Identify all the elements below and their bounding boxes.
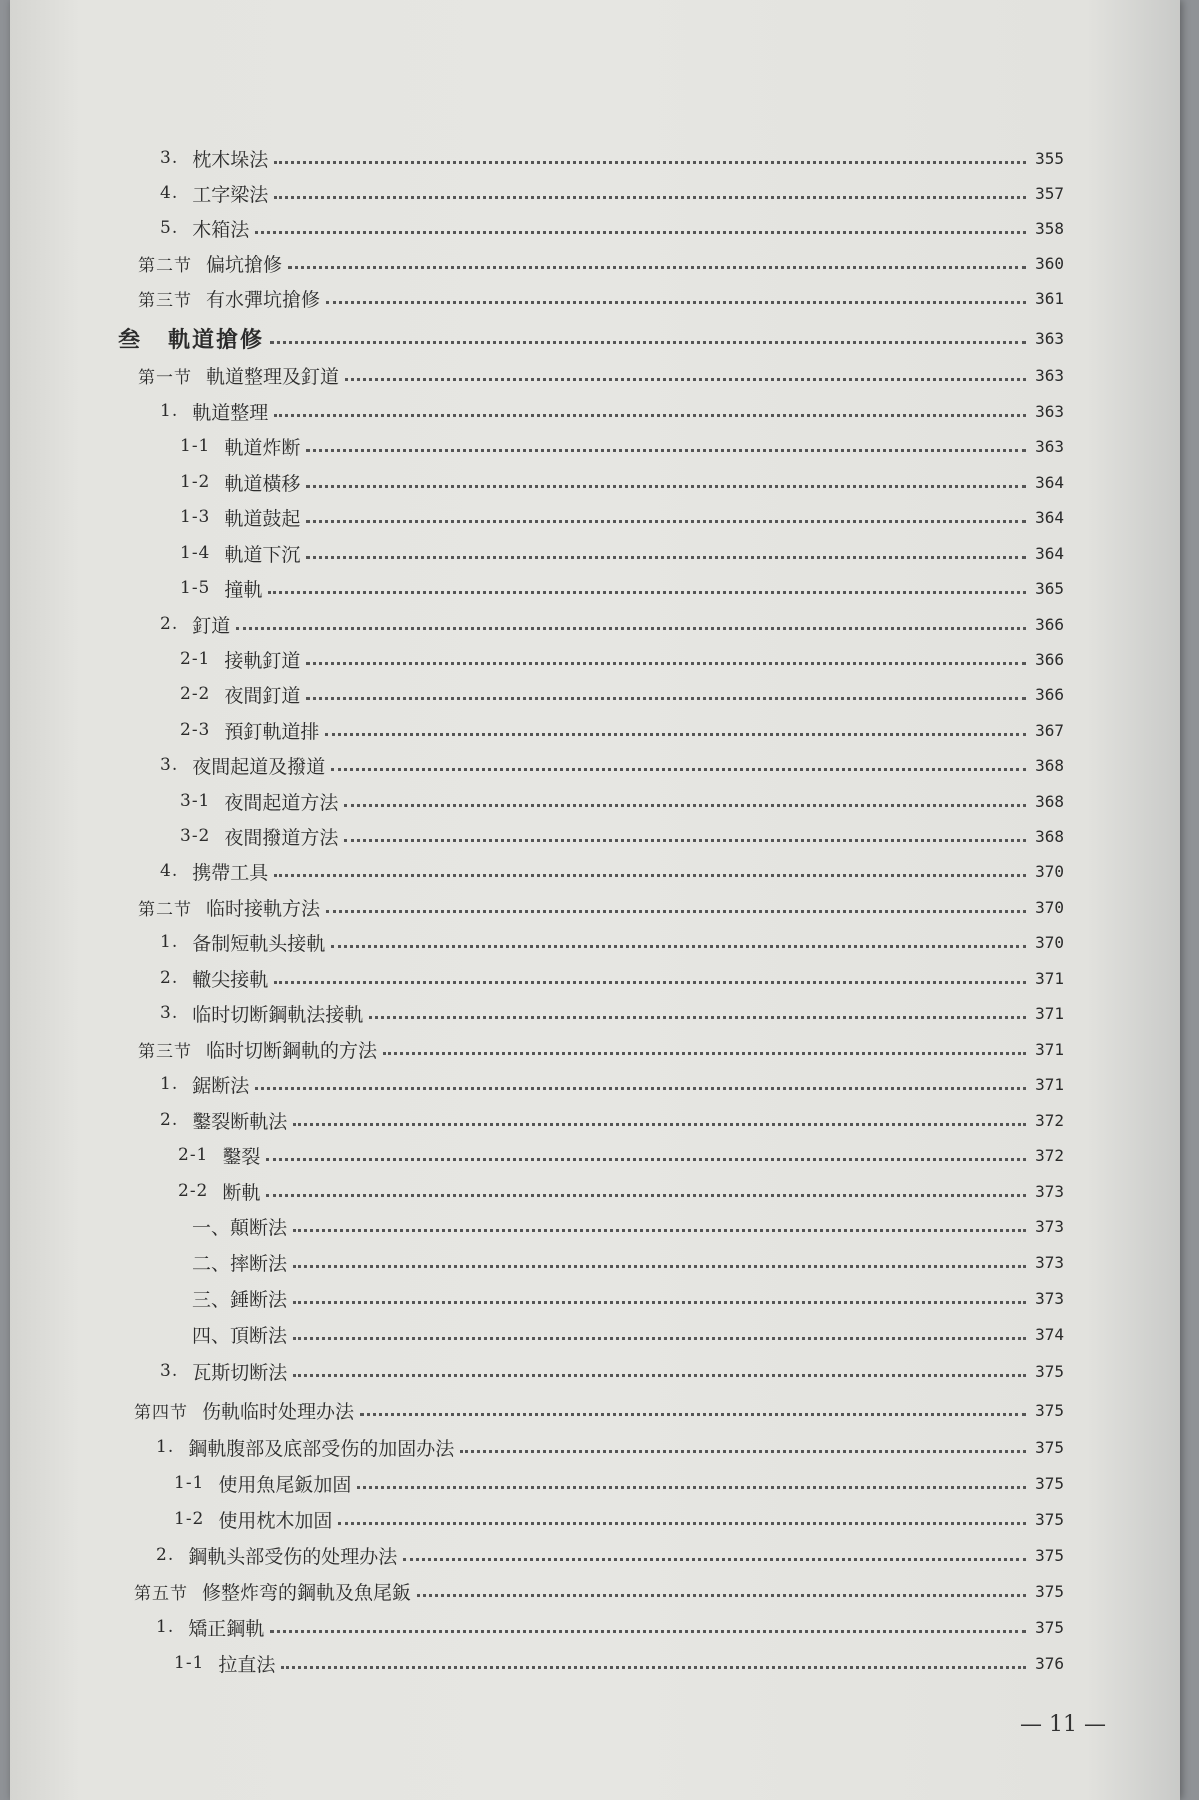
dot-leader <box>326 910 1026 913</box>
toc-entry-title: 修整炸弯的鋼軌及魚尾鈑 <box>202 1581 412 1604</box>
toc-entry-number: 1. <box>160 401 179 421</box>
dot-leader <box>293 1123 1026 1126</box>
toc-entry-page: 365 <box>1035 578 1064 598</box>
toc-entry-page: 373 <box>1035 1288 1064 1308</box>
dot-leader <box>293 1265 1026 1268</box>
toc-entry-page: 371 <box>1035 1039 1064 1059</box>
dot-leader <box>383 1052 1026 1055</box>
toc-entry-title: 鑿裂 <box>222 1145 261 1168</box>
toc-entry-page: 358 <box>1035 218 1064 238</box>
toc-entry <box>10 1211 1180 1241</box>
toc-entry-title: 鑿裂断軌法 <box>192 1110 288 1133</box>
dot-leader <box>270 1630 1026 1633</box>
toc-entry-page: 357 <box>1035 183 1064 203</box>
toc-entry-title: 軌道整理 <box>192 401 269 424</box>
table-of-contents <box>10 0 1180 1800</box>
toc-entry-number: 1-3 <box>180 507 211 527</box>
toc-entry <box>10 431 1180 461</box>
dot-leader <box>293 1374 1026 1377</box>
toc-entry-title: 携帶工具 <box>192 861 269 884</box>
toc-entry-number: 4. <box>160 183 179 203</box>
toc-entry <box>10 1034 1180 1064</box>
dot-leader <box>326 301 1026 304</box>
toc-entry-page: 375 <box>1035 1581 1064 1601</box>
toc-entry-number: 2. <box>160 614 179 634</box>
toc-entry-number: 2-3 <box>180 720 211 740</box>
toc-entry-page: 371 <box>1035 1003 1064 1023</box>
dot-leader <box>266 1158 1026 1161</box>
toc-entry-title: 使用魚尾鈑加固 <box>218 1473 352 1496</box>
dot-leader <box>403 1558 1026 1561</box>
dot-leader <box>274 981 1026 984</box>
toc-entry-title: 夜間起道方法 <box>224 791 339 814</box>
toc-entry <box>10 1319 1180 1349</box>
dot-leader <box>417 1594 1026 1597</box>
toc-entry <box>10 1069 1180 1099</box>
toc-entry-page: 363 <box>1035 328 1064 348</box>
dot-leader <box>325 733 1026 736</box>
toc-entry-page: 375 <box>1035 1473 1064 1493</box>
toc-entry-title: 一、顛断法 <box>192 1216 288 1239</box>
dot-leader <box>270 341 1026 344</box>
toc-entry-title: 断軌 <box>222 1181 261 1204</box>
toc-entry <box>10 467 1180 497</box>
toc-entry-page: 361 <box>1035 288 1064 308</box>
dot-leader <box>369 1016 1026 1019</box>
dot-leader <box>345 378 1026 381</box>
dot-leader <box>357 1486 1026 1489</box>
toc-entry <box>10 1395 1180 1425</box>
dot-leader <box>274 874 1026 877</box>
toc-entry-page: 363 <box>1035 365 1064 385</box>
toc-entry-page: 372 <box>1035 1145 1064 1165</box>
toc-entry-page: 371 <box>1035 968 1064 988</box>
toc-entry-title: 临时切断鋼軌的方法 <box>206 1039 378 1062</box>
toc-entry-title: 軌道搶修 <box>168 326 265 353</box>
toc-entry-number: 2-1 <box>178 1145 209 1165</box>
toc-entry-number: 3. <box>160 148 179 168</box>
toc-entry <box>10 821 1180 851</box>
toc-entry-number: 第五节 <box>134 1583 188 1604</box>
toc-entry-title: 夜間起道及撥道 <box>192 755 326 778</box>
toc-entry-page: 374 <box>1035 1324 1064 1344</box>
toc-entry-title: 接軌釘道 <box>224 649 301 672</box>
toc-entry-page: 375 <box>1035 1617 1064 1637</box>
dot-leader <box>293 1301 1026 1304</box>
toc-entry-page: 367 <box>1035 720 1064 740</box>
toc-entry-page: 375 <box>1035 1509 1064 1529</box>
toc-entry-number: 3. <box>160 1361 179 1381</box>
toc-entry-title: 工字梁法 <box>192 183 269 206</box>
toc-entry-title: 夜間撥道方法 <box>224 826 339 849</box>
toc-entry-page: 363 <box>1035 401 1064 421</box>
toc-entry-title: 軌道炸断 <box>224 436 301 459</box>
toc-entry-title: 軌道整理及釘道 <box>206 365 340 388</box>
toc-entry-title: 軌道橫移 <box>224 472 301 495</box>
dot-leader <box>274 414 1026 417</box>
toc-entry <box>10 1468 1180 1498</box>
toc-entry-title: 备制短軌头接軌 <box>192 932 326 955</box>
toc-entry-title: 軌道下沉 <box>224 543 301 566</box>
book-page <box>10 0 1180 1800</box>
toc-entry <box>10 1283 1180 1313</box>
toc-entry-title: 矯正鋼軌 <box>188 1617 265 1640</box>
toc-entry-page: 366 <box>1035 649 1064 669</box>
toc-entry-title: 三、錘断法 <box>192 1288 288 1311</box>
toc-entry-page: 368 <box>1035 791 1064 811</box>
toc-entry <box>10 1432 1180 1462</box>
toc-entry <box>10 715 1180 745</box>
toc-entry <box>10 998 1180 1028</box>
toc-entry-number: 2-2 <box>178 1181 209 1201</box>
toc-entry-title: 四、頂断法 <box>192 1324 288 1347</box>
dot-leader <box>344 839 1026 842</box>
toc-entry-number: 第三节 <box>138 1041 192 1062</box>
dot-leader <box>293 1337 1026 1340</box>
toc-entry-page: 370 <box>1035 897 1064 917</box>
dot-leader <box>306 697 1026 700</box>
toc-entry-number: 1-2 <box>174 1509 205 1529</box>
toc-entry <box>10 573 1180 603</box>
toc-entry <box>10 396 1180 426</box>
toc-entry-number: 1. <box>160 1074 179 1094</box>
toc-entry-page: 363 <box>1035 436 1064 456</box>
toc-entry-number: 2-2 <box>180 684 211 704</box>
toc-entry-title: 釘道 <box>192 614 231 637</box>
toc-entry-page: 370 <box>1035 932 1064 952</box>
toc-entry-page: 368 <box>1035 755 1064 775</box>
toc-entry <box>10 856 1180 886</box>
toc-entry-number: 1. <box>156 1437 175 1457</box>
toc-entry-title: 瓦斯切断法 <box>192 1361 288 1384</box>
toc-entry-number: 第二节 <box>138 255 192 276</box>
dot-leader <box>306 662 1026 665</box>
toc-entry-page: 375 <box>1035 1400 1064 1420</box>
toc-entry-number: 2. <box>160 968 179 988</box>
toc-entry <box>10 786 1180 816</box>
toc-entry-number: 第一节 <box>138 367 192 388</box>
toc-entry <box>10 1540 1180 1570</box>
toc-entry-number: 1. <box>160 932 179 952</box>
toc-entry <box>10 679 1180 709</box>
toc-entry-page: 373 <box>1035 1216 1064 1236</box>
toc-entry-number: 1. <box>156 1617 175 1637</box>
toc-entry-page: 364 <box>1035 543 1064 563</box>
toc-entry-number: 4. <box>160 861 179 881</box>
toc-entry-number: 叁 <box>118 326 141 353</box>
toc-entry-title: 伤軌临时处理办法 <box>202 1400 355 1423</box>
toc-entry-number: 1-1 <box>180 436 211 456</box>
dot-leader <box>281 1666 1026 1669</box>
dot-leader <box>338 1522 1026 1525</box>
toc-entry-title: 木箱法 <box>192 218 250 241</box>
dot-leader <box>255 1087 1026 1090</box>
dot-leader <box>268 591 1026 594</box>
toc-entry-number: 3. <box>160 755 179 775</box>
toc-entry <box>10 1356 1180 1386</box>
toc-entry-page: 366 <box>1035 614 1064 634</box>
toc-entry <box>10 283 1180 313</box>
toc-entry-number: 3-2 <box>180 826 211 846</box>
dot-leader <box>255 231 1026 234</box>
toc-entry-title: 預釘軌道排 <box>224 720 320 743</box>
toc-entry-page: 368 <box>1035 826 1064 846</box>
dot-leader <box>331 768 1026 771</box>
toc-entry-number: 1-5 <box>180 578 211 598</box>
toc-entry-page: 360 <box>1035 253 1064 273</box>
toc-entry <box>10 538 1180 568</box>
toc-entry-title: 有水彈坑搶修 <box>206 288 321 311</box>
toc-entry <box>10 963 1180 993</box>
toc-entry <box>10 750 1180 780</box>
toc-entry-page: 364 <box>1035 472 1064 492</box>
dot-leader <box>236 627 1026 630</box>
toc-entry-title: 拉直法 <box>218 1653 276 1676</box>
toc-entry-title: 使用枕木加固 <box>218 1509 333 1532</box>
dot-leader <box>274 161 1026 164</box>
toc-entry <box>10 213 1180 243</box>
toc-entry <box>10 1176 1180 1206</box>
dot-leader <box>306 556 1026 559</box>
toc-entry-title: 鋸断法 <box>192 1074 250 1097</box>
toc-entry-title: 鋼軌头部受伤的处理办法 <box>188 1545 398 1568</box>
toc-entry-title: 临时切断鋼軌法接軌 <box>192 1003 364 1026</box>
dot-leader <box>293 1229 1026 1232</box>
toc-entry-page: 370 <box>1035 861 1064 881</box>
toc-entry-number: 3-1 <box>180 791 211 811</box>
toc-entry-number: 1-2 <box>180 472 211 492</box>
toc-entry-page: 373 <box>1035 1252 1064 1272</box>
toc-entry-title: 轍尖接軌 <box>192 968 269 991</box>
toc-entry <box>10 1504 1180 1534</box>
toc-entry-title: 夜間釘道 <box>224 684 301 707</box>
dot-leader <box>331 945 1026 948</box>
toc-entry <box>10 502 1180 532</box>
toc-entry-number: 第二节 <box>138 899 192 920</box>
toc-entry-number: 1-4 <box>180 543 211 563</box>
dot-leader <box>306 485 1026 488</box>
page-number: — 11 — <box>1020 1712 1106 1737</box>
toc-entry-number: 5. <box>160 218 179 238</box>
toc-entry-page: 375 <box>1035 1361 1064 1381</box>
toc-entry <box>10 609 1180 639</box>
toc-entry <box>10 143 1180 173</box>
toc-entry-title: 軌道鼓起 <box>224 507 301 530</box>
toc-entry-page: 366 <box>1035 684 1064 704</box>
toc-entry-title: 临时接軌方法 <box>206 897 321 920</box>
toc-entry <box>10 1247 1180 1277</box>
toc-entry-number: 1-1 <box>174 1473 205 1493</box>
toc-entry <box>10 1648 1180 1678</box>
toc-entry-title: 偏坑搶修 <box>206 253 283 276</box>
toc-entry <box>10 360 1180 390</box>
dot-leader <box>306 449 1026 452</box>
toc-entry <box>10 1105 1180 1135</box>
toc-entry-page: 372 <box>1035 1110 1064 1130</box>
toc-entry-page: 371 <box>1035 1074 1064 1094</box>
toc-entry-page: 373 <box>1035 1181 1064 1201</box>
toc-entry <box>10 1576 1180 1606</box>
dot-leader <box>360 1413 1026 1416</box>
toc-part-heading <box>10 323 1180 353</box>
toc-entry <box>10 178 1180 208</box>
toc-entry-title: 二、摔断法 <box>192 1252 288 1275</box>
dot-leader <box>306 520 1026 523</box>
toc-entry-number: 1-1 <box>174 1653 205 1673</box>
dot-leader <box>266 1194 1026 1197</box>
dot-leader <box>344 804 1026 807</box>
toc-entry-page: 375 <box>1035 1545 1064 1565</box>
dot-leader <box>274 196 1026 199</box>
toc-entry <box>10 1612 1180 1642</box>
toc-entry-number: 第三节 <box>138 290 192 311</box>
toc-entry-title: 鋼軌腹部及底部受伤的加固办法 <box>188 1437 455 1460</box>
toc-entry-title: 撞軌 <box>224 578 263 601</box>
dot-leader <box>460 1450 1026 1453</box>
dot-leader <box>288 266 1026 269</box>
toc-entry <box>10 927 1180 957</box>
toc-entry <box>10 248 1180 278</box>
toc-entry-title: 枕木垛法 <box>192 148 269 171</box>
toc-entry-page: 376 <box>1035 1653 1064 1673</box>
toc-entry-page: 375 <box>1035 1437 1064 1457</box>
toc-entry <box>10 892 1180 922</box>
toc-entry <box>10 644 1180 674</box>
toc-entry-number: 3. <box>160 1003 179 1023</box>
toc-entry <box>10 1140 1180 1170</box>
toc-entry-page: 355 <box>1035 148 1064 168</box>
toc-entry-page: 364 <box>1035 507 1064 527</box>
toc-entry-number: 2. <box>156 1545 175 1565</box>
toc-entry-number: 2. <box>160 1110 179 1130</box>
toc-entry-number: 第四节 <box>134 1402 188 1423</box>
toc-entry-number: 2-1 <box>180 649 211 669</box>
